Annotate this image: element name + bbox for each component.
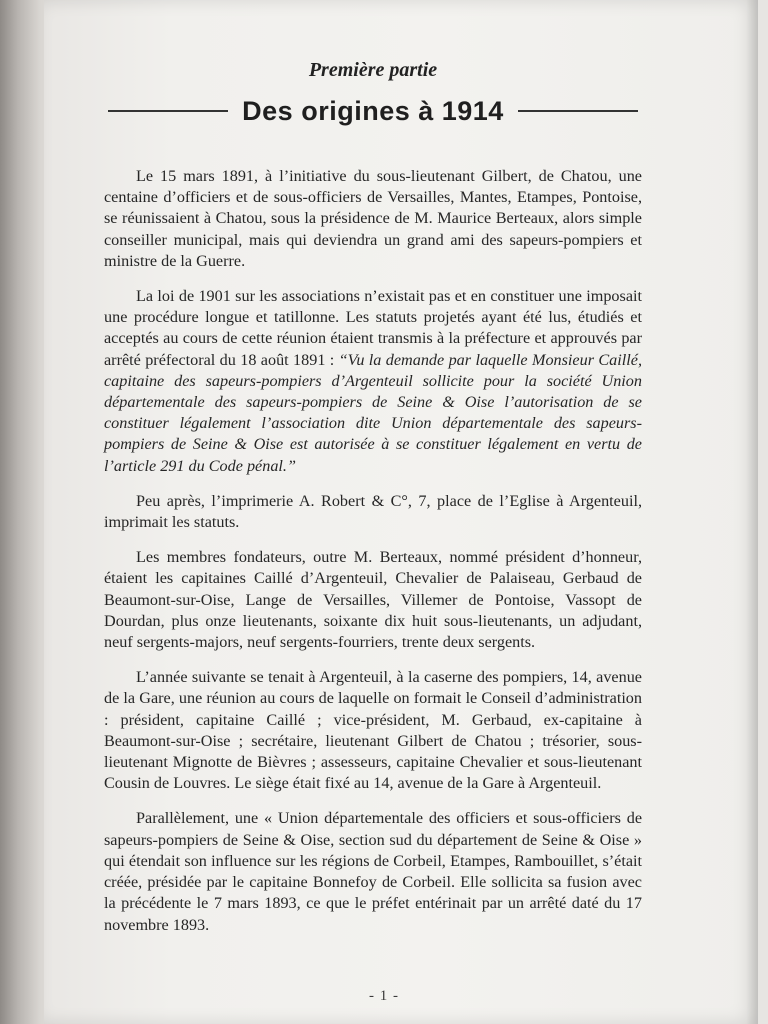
chapter-title: Des origines à 1914 (242, 96, 504, 126)
page-edge-shadow (746, 0, 758, 1024)
left-rule-divider (108, 110, 228, 112)
paragraph-6: Parallèlement, une « Union départementale des officiers et sous-officiers de sapeurs-pompiers de Seine & Oise, section sud du département de Seine & Oise » qui étendait son influence sur les régions de Corbeil, Etampes, Rambouillet, s’était créée, présidée par le capitaine Bonnefoy de Corbeil. Elle sollicita sa fusion avec la précédente le 7 mars 1893, ce que le préfet entérinait par un arrêté daté du 17 novembre 1893. (104, 809, 642, 934)
paragraph-5: L’année suivante se tenait à Argenteuil, à la caserne des pompiers, 14, avenue de la Gare, une réunion au cours de laquelle on formait le Conseil d’administration : président, capitaine Caillé ; vice-président, M. Gerbaud, ex-capitaine à Beaumont-sur-Oise ; secrétaire, lieutenant Gilbert de Chatou ; trésorier, sous-lieutenant Mignotte de Bièvres ; assesseurs, capitaine Chevalier et sous-lieutenant Cousin de Louvres. Le siège était fixé au 14, avenue de la Gare à Argenteuil. (104, 668, 642, 793)
paragraph-3: Peu après, l’imprimerie A. Robert & C°, 7, place de l’Eglise à Argenteuil, imprimait les statuts. (104, 491, 642, 532)
page-content (104, 58, 642, 950)
right-rule-divider (518, 110, 638, 112)
part-title: Première partie (308, 59, 438, 81)
paragraph-1: Le 15 mars 1891, à l’initiative du sous-lieutenant Gilbert, de Chatou, une centaine d’officiers et de sous-officiers de Versailles, Mantes, Etampes, Pontoise, se réunissaient à Chatou, sous la présidence de M. Maurice Berteaux, alors simple conseiller municipal, mais qui deviendra un grand ami des sapeurs-pompiers et ministre de la Guerre. (104, 167, 642, 270)
paragraph-4: Les membres fondateurs, outre M. Berteaux, nommé président d’honneur, étaient les capitaines Caillé d’Argenteuil, Chevalier de Palaiseau, Gerbaud de Beaumont-sur-Oise, Lange de Versailles, Villemer de Pontoise, Vassopt de Dourdan, plus onze lieutenants, soixante dix huit sous-lieutenants, un adjudant, neuf sergents-majors, neuf sergents-fourriers, trente deux sergents. (104, 548, 642, 652)
body-text (104, 166, 642, 936)
prefectoral-quote: “Vu la demande par laquelle Monsieur Caillé, capitaine des sapeurs-pompiers d’Argenteuil sollicite pour la société Union départementale des sapeurs-pompiers de Seine & Oise l’autorisation de se constituer légalement l’association dite Union départementale des sapeurs-pompiers de Seine & Oise est autorisée à se constituer légalement en vertu de l’article 291 du Code pénal.” (104, 350, 642, 475)
paragraph-2 (104, 286, 642, 477)
chapter-heading (104, 96, 642, 126)
page-number: - 1 - (369, 988, 399, 1004)
paragraph-2-intro: La loi de 1901 sur les associations n’existait pas et en constituer une imposait une procédure longue et tatillonne. Les statuts projetés ayant été lus, étudiés et acceptés au cours de cette réunion étaient transmis à la préfecture et approuvés par arrêté préfectoral du 18 août 1891 : (104, 287, 642, 369)
